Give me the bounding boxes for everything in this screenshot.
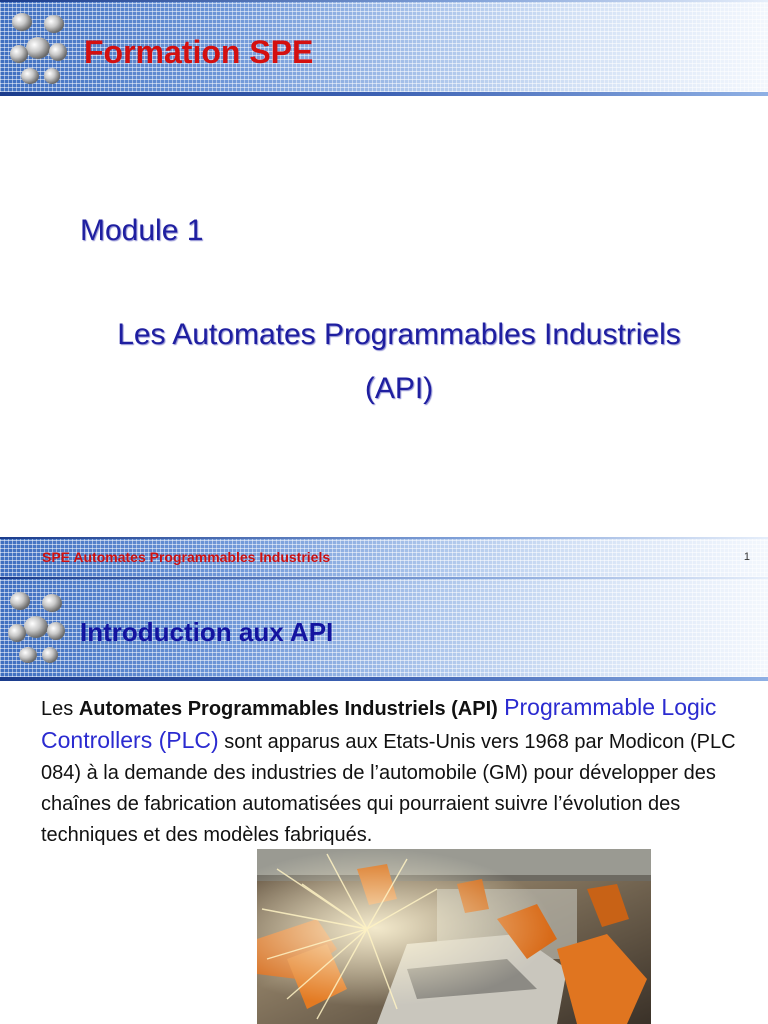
header-bottom-line (0, 677, 768, 681)
factory-robots-photo (257, 849, 651, 1024)
header-bottom-line (0, 92, 768, 96)
intro-english-term: Programmable Logic Controllers (PLC) (41, 694, 717, 753)
slide1-header-band (0, 0, 768, 96)
slide-title-line1: Les Automates Programmables Industriels (117, 318, 681, 351)
intro-bold-term: Automates Programmables Industriels (API) (78, 698, 498, 720)
header-top-line (0, 0, 768, 2)
intro-rest: sont apparus aux Etats-Unis vers 1968 par Modicon (PLC 084) à la demande des industries de l’automobile (GM) pour développer des chaînes de fabrication automatisées qui pourraient suivre l’évolution des techniques et des modèles fabriqués. (41, 731, 736, 846)
slide-title-line2: (API) (364, 372, 434, 405)
slide2-header-band (0, 577, 768, 681)
page-number: 1 (743, 551, 750, 563)
slide1-footer-band (0, 537, 768, 577)
header-top-line (0, 577, 768, 579)
module-label: Module 1 (80, 214, 204, 247)
molecule-logo-icon (6, 589, 66, 665)
footer-top-line (0, 537, 768, 539)
intro-paragraph (41, 692, 741, 851)
slide2-header-title: Introduction aux API (80, 617, 334, 647)
footer-text: SPE Automates Programmables Industriels (42, 549, 331, 565)
slide1-header-title: Formation SPE (84, 34, 314, 70)
molecule-logo-icon (8, 10, 68, 86)
intro-lead: Les (41, 698, 79, 720)
